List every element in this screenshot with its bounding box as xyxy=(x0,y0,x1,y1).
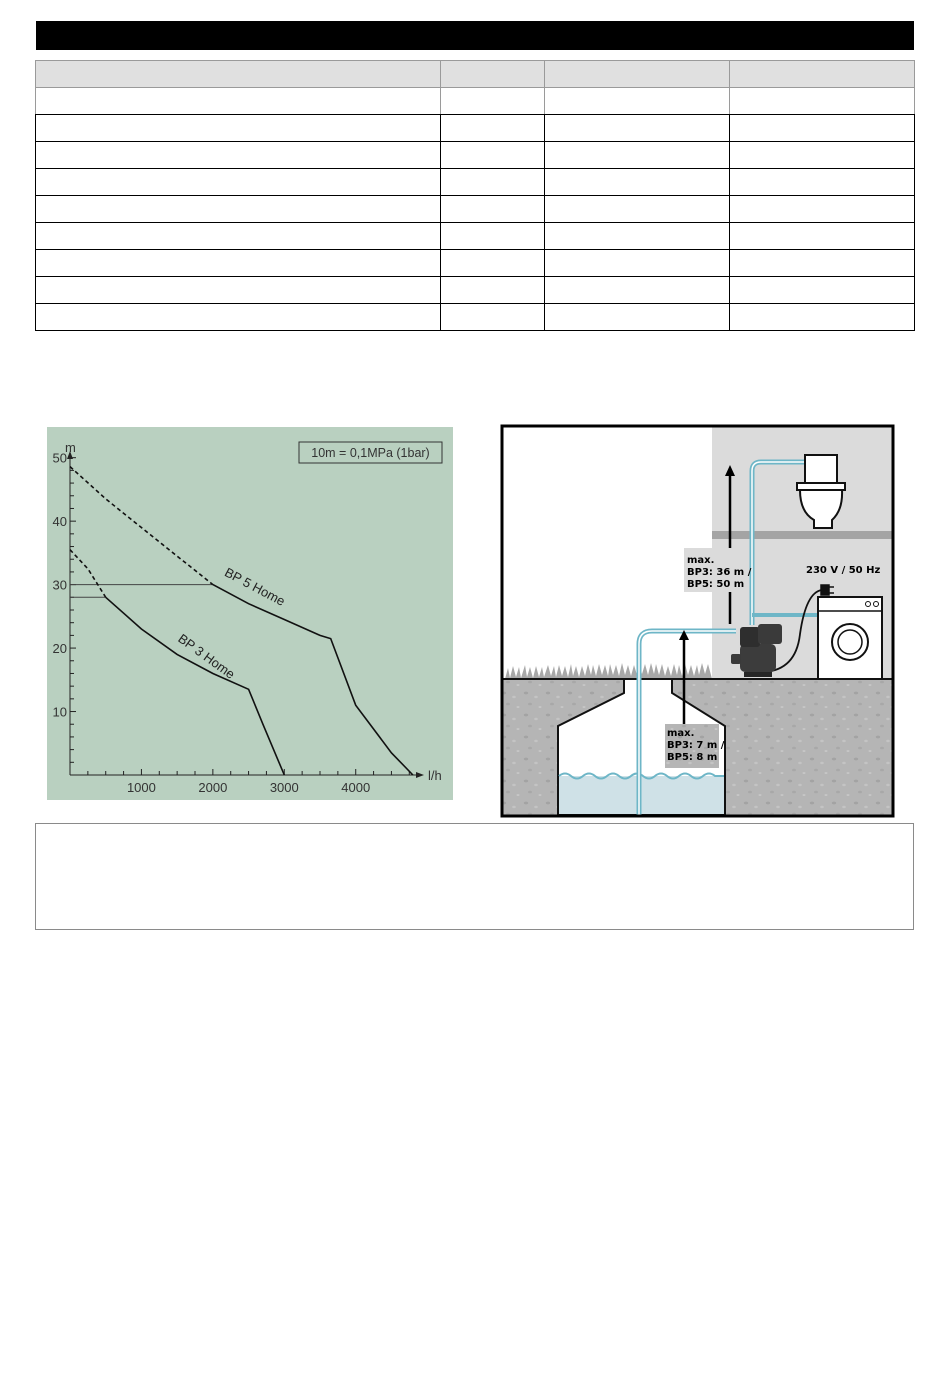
x-tick-label: 3000 xyxy=(269,780,299,795)
table-row xyxy=(36,142,915,169)
y-tick-label: 40 xyxy=(52,514,67,530)
x-axis-label: l/h xyxy=(428,768,442,783)
floor-slab xyxy=(712,531,892,539)
series-label: BP 3 Home xyxy=(175,630,238,682)
upper-height-label-1: max. xyxy=(687,555,715,566)
chart-series xyxy=(70,467,413,775)
suction-height-label-2: BP3: 7 m / xyxy=(667,740,725,751)
performance-chart-svg xyxy=(47,427,453,800)
upper-height-label-2: BP3: 36 m / xyxy=(687,567,752,578)
y-axis-label: m xyxy=(65,440,76,455)
series-line-dashed xyxy=(70,467,213,585)
y-tick-label: 20 xyxy=(52,641,67,657)
y-tick-label: 30 xyxy=(52,577,67,593)
power-supply-label: 230 V / 50 Hz xyxy=(806,565,881,576)
note-box xyxy=(35,823,914,930)
chart-reference-lines xyxy=(70,585,213,598)
section-title-bar xyxy=(36,21,914,50)
table-header-row xyxy=(36,61,915,88)
series-line xyxy=(106,597,285,775)
suction-height-label-1: max. xyxy=(667,728,695,739)
x-axis-arrow xyxy=(416,772,424,778)
washing-machine-icon xyxy=(818,597,882,679)
y-tick-label: 50 xyxy=(52,450,67,466)
y-tick-label: 10 xyxy=(52,704,67,720)
x-tick-label: 4000 xyxy=(341,780,371,795)
table-row xyxy=(36,277,915,304)
table-row xyxy=(36,88,915,115)
unit-note: 10m = 0,1MPa (1bar) xyxy=(311,446,430,460)
table-row xyxy=(36,304,915,331)
table-row xyxy=(36,115,915,142)
series-line xyxy=(213,585,413,775)
x-tick-label: 2000 xyxy=(198,780,228,795)
installation-diagram-svg xyxy=(500,424,895,818)
chart-ticks xyxy=(53,451,410,795)
performance-chart xyxy=(47,427,453,800)
table-row xyxy=(36,169,915,196)
series-line-dashed xyxy=(70,550,106,598)
table-row xyxy=(36,250,915,277)
table-row xyxy=(36,196,915,223)
technical-data-table xyxy=(35,60,914,331)
table-row xyxy=(36,223,915,250)
x-tick-label: 1000 xyxy=(126,780,156,795)
suction-height-label-3: BP5: 8 m xyxy=(667,752,718,763)
upper-height-label-3: BP5: 50 m xyxy=(687,579,745,590)
installation-diagram xyxy=(500,424,895,818)
series-label: BP 5 Home xyxy=(222,564,288,609)
